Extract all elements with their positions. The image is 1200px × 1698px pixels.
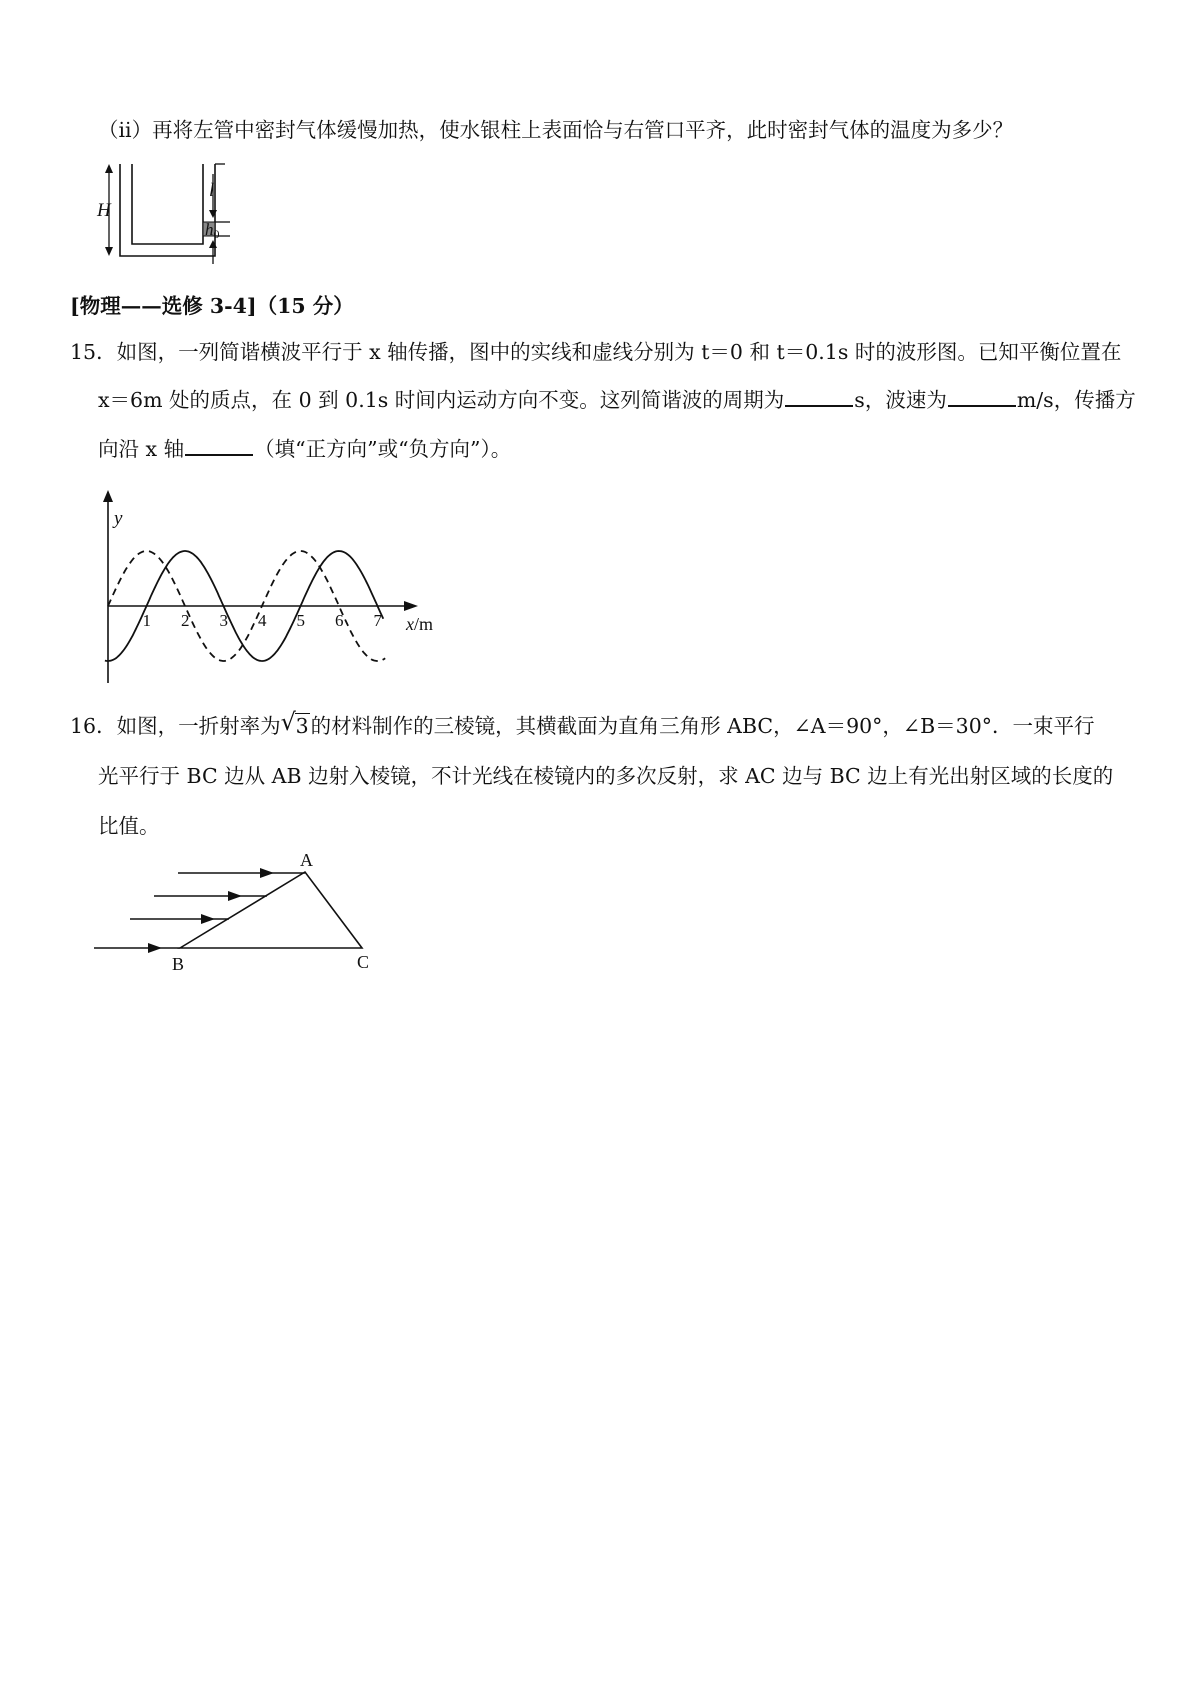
q16-line3: 比值。 (98, 814, 160, 838)
q15-line3: 向沿 x 轴 （填“正方向”或“负方向”）。 (98, 434, 511, 463)
answer-blank-period[interactable] (785, 385, 853, 407)
x-tick-label: 1 (142, 611, 151, 630)
vertex-b-label: B (172, 954, 185, 974)
q14-part2-text: （ii）再将左管中密封气体缓慢加热，使水银柱上表面恰与右管口平齐，此时密封气体的温度为多少？ (98, 118, 1014, 142)
section-header: [物理——选修 3-4]（15 分） (70, 294, 354, 318)
wave-chart (88, 488, 448, 688)
x-tick-label: 6 (335, 611, 344, 630)
u-tube-figure (95, 160, 255, 270)
h-label: H (97, 200, 111, 221)
vertex-c-label: C (357, 952, 370, 972)
answer-blank-direction[interactable] (185, 434, 253, 456)
q15-line2: x＝6m 处的质点，在 0 到 0.1s 时间内运动方向不变。这列简谐波的周期为 s，波速为 m/s，传播方 (98, 385, 1136, 414)
x-tick-label: 4 (258, 611, 267, 630)
x-axis-label: x/m (406, 614, 434, 634)
q15-line1: 15．如图，一列简谐横波平行于 x 轴传播，图中的实线和虚线分别为 t＝0 和 t＝0.1s 时的波形图。已知平衡位置在 (70, 340, 1122, 364)
x-tick-label: 2 (181, 611, 190, 630)
x-tick-label: 5 (296, 611, 305, 630)
vertex-a-label: A (300, 850, 313, 870)
l-label: l (209, 180, 215, 201)
y-axis-label: y (114, 508, 123, 529)
x-tick-label: 3 (219, 611, 228, 630)
answer-blank-speed[interactable] (948, 385, 1016, 407)
prism-figure (92, 850, 412, 980)
x-tick-label: 7 (373, 611, 382, 630)
q16-line2: 光平行于 BC 边从 AB 边射入棱镜，不计光线在棱镜内的多次反射，求 AC 边与 BC 边上有光出射区域的长度的 (98, 764, 1114, 788)
q16-line1: 16．如图，一折射率为 √ 3的材料制作的三棱镜，其横截面为直角三角形 ABC，∠A＝90°，∠B＝30°．一束平行 (70, 708, 1095, 738)
sqrt-3: √ 3 (280, 708, 309, 738)
h0-label: h0 (205, 220, 220, 241)
